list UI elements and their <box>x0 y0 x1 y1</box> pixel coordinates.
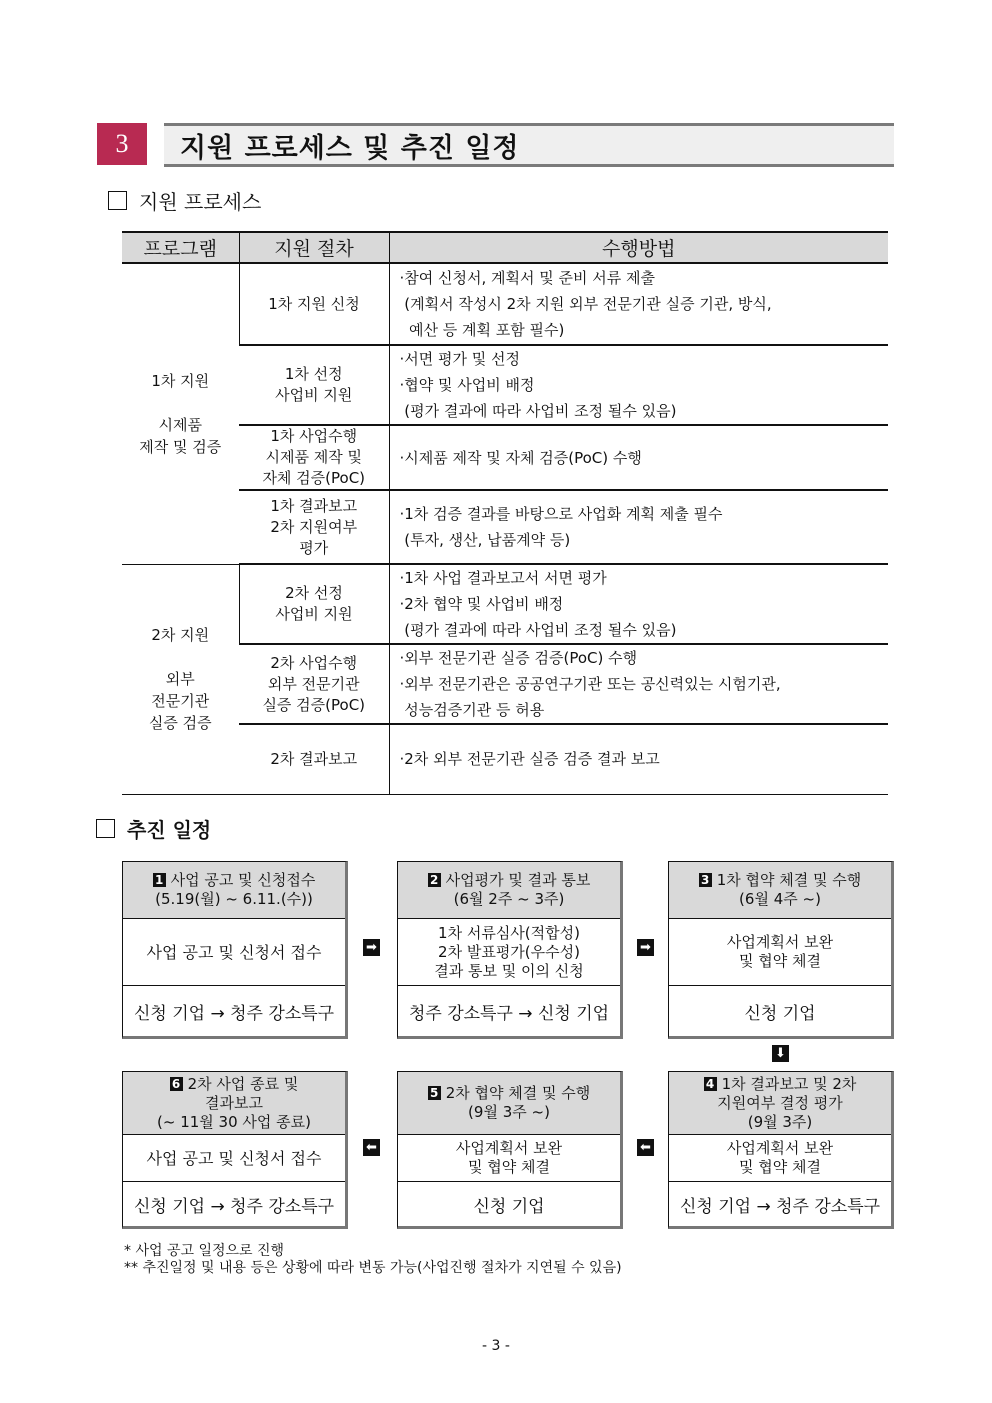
arrow-left-icon: ⬅ <box>637 1139 654 1156</box>
program-line <box>122 392 239 414</box>
checkbox-bullet-icon <box>108 191 127 210</box>
program-line: 2차 지원 <box>151 626 210 644</box>
program-line: 1차 지원 <box>151 371 210 390</box>
method-line: ·외부 전문기관 실증 검증(PoC) 수행 <box>399 649 638 667</box>
title-line: (~ 11월 30 사업 종료) <box>157 1112 311 1131</box>
schedule-step-flow: 신청 기업 → 청주 강소특구 <box>679 1196 881 1217</box>
method-line: (평가 결과에 따라 사업비 조정 될수 있음) <box>399 621 677 639</box>
arrow-right-icon: ➡ <box>363 939 380 956</box>
title-line <box>398 871 620 890</box>
method-cell <box>389 263 888 345</box>
step-line: 2차 선정 <box>285 584 343 602</box>
step-line: 평가 <box>299 538 329 557</box>
schedule-step-flow: 신청 기업 → 청주 강소특구 <box>133 1196 335 1217</box>
detail-line: 사업 공고 및 신청서 접수 <box>146 942 322 962</box>
method-line: (계획서 작성시 2차 지원 외부 전문기관 실증 기관, 방식, <box>399 295 772 313</box>
title-text: 2차 사업 종료 및 <box>187 1074 299 1093</box>
step-cell <box>239 345 389 425</box>
method-line: 예산 등 계획 포함 필수) <box>399 321 565 339</box>
schedule-step-2 <box>397 861 623 1039</box>
detail-line: 및 협약 체결 <box>739 1158 821 1176</box>
schedule-step-title <box>398 1072 620 1135</box>
step-number-badge: 5 <box>428 1086 441 1100</box>
method-cell <box>389 345 888 425</box>
title-text: 1차 협약 체결 및 수행 <box>716 871 862 889</box>
step-number-badge: 3 <box>699 873 712 887</box>
schedule-step-3 <box>668 861 894 1039</box>
title-line <box>669 871 891 890</box>
process-heading-text: 지원 프로세스 <box>139 190 262 214</box>
schedule-step-6 <box>122 1071 348 1229</box>
method-line: ·1차 검증 결과를 바탕으로 사업화 계획 제출 필수 <box>399 505 723 523</box>
step-cell <box>239 644 389 724</box>
schedule-step-detail <box>398 919 620 986</box>
schedule-step-5 <box>397 1071 623 1229</box>
title-line: (5.19(월) ~ 6.11.(수)) <box>155 890 313 908</box>
step-line: 자체 검증(PoC) <box>262 469 366 487</box>
column-header: 지원 절차 <box>239 232 389 263</box>
schedule-step-flow: 신청 기업 <box>473 1196 545 1217</box>
title-text: 사업 공고 및 신청접수 <box>170 871 316 889</box>
note-line: * 사업 공고 일정으로 진행 <box>124 1243 285 1259</box>
title-text: 2차 협약 체결 및 수행 <box>445 1084 591 1102</box>
schedule-step-detail <box>669 1135 891 1182</box>
schedule-step-detail <box>398 1135 620 1182</box>
program-line: 제작 및 검증 <box>139 437 222 456</box>
schedule-step-4 <box>668 1071 894 1229</box>
title-line: (6월 4주 ~) <box>739 890 821 908</box>
schedule-step-title <box>669 862 891 919</box>
section-title-bar <box>164 123 894 167</box>
method-line: 성능검증기관 등 허용 <box>399 701 545 719</box>
method-cell <box>389 644 888 724</box>
section-title: 지원 프로세스 및 추진 일정 <box>180 132 520 164</box>
method-cell <box>389 490 888 564</box>
detail-line: 및 협약 체결 <box>739 952 821 970</box>
method-line: ·2차 협약 및 사업비 배정 <box>399 595 564 613</box>
detail-line: 2차 발표평가(우수성) <box>438 942 580 961</box>
detail-line: 1차 서류심사(적합성) <box>438 923 580 942</box>
process-heading <box>108 186 261 215</box>
method-line: ·협약 및 사업비 배정 <box>399 376 535 394</box>
schedule-step-detail <box>123 1135 345 1182</box>
schedule-step-flow: 청주 강소특구 → 신청 기업 <box>408 1003 610 1024</box>
step-line: 2차 결과보고 <box>270 749 358 768</box>
method-line: ·2차 외부 전문기관 실증 검증 결과 보고 <box>399 750 660 769</box>
arrow-left-icon: ⬅ <box>363 1139 380 1156</box>
step-line: 1차 선정 <box>284 365 343 383</box>
method-cell <box>389 564 888 644</box>
step-line: 외부 전문기관 <box>267 674 360 693</box>
arrow-right-icon: ➡ <box>637 939 654 956</box>
title-line <box>669 1075 891 1094</box>
program-cell <box>122 564 239 794</box>
detail-line: 사업 공고 및 신청서 접수 <box>146 1148 322 1168</box>
step-number-badge: 1 <box>153 873 166 887</box>
program-line <box>122 646 239 668</box>
step-line: 2차 사업수행 <box>270 653 358 672</box>
title-line: (9월 3주 ~) <box>468 1103 550 1121</box>
step-number-badge: 4 <box>704 1077 717 1091</box>
step-line: 1차 지원 신청 <box>268 294 360 313</box>
method-line: (투자, 생산, 납품계약 등) <box>399 531 571 549</box>
step-line: 사업비 지원 <box>275 386 353 404</box>
title-line <box>123 871 345 890</box>
step-line: 시제품 제작 및 <box>265 448 362 466</box>
method-cell <box>389 724 888 794</box>
detail-line: 및 협약 체결 <box>468 1158 550 1176</box>
title-line: 결과보고 <box>205 1093 263 1112</box>
detail-line: 사업계획서 보완 <box>726 1139 834 1157</box>
column-header: 수행방법 <box>389 232 888 263</box>
title-line: (9월 3주) <box>747 1112 813 1131</box>
title-line: 지원여부 결정 평가 <box>717 1093 843 1112</box>
title-line: (6월 2주 ~ 3주) <box>453 890 565 908</box>
program-line: 시제품 <box>158 415 202 434</box>
schedule-step-title <box>398 862 620 919</box>
detail-line: 결과 통보 및 이의 신청 <box>434 961 584 980</box>
step-number-badge: 6 <box>170 1077 183 1091</box>
schedule-step-detail <box>669 919 891 986</box>
step-cell <box>239 564 389 644</box>
schedule-step-title <box>123 1072 345 1135</box>
program-cell <box>122 263 239 564</box>
step-line: 2차 지원여부 <box>270 517 358 536</box>
program-line: 전문기관 <box>151 692 210 710</box>
checkbox-bullet-icon <box>96 819 115 838</box>
schedule-heading <box>96 814 211 843</box>
process-table <box>122 231 888 795</box>
arrow-down-icon: ⬇ <box>772 1045 789 1062</box>
title-line <box>398 1084 620 1103</box>
column-header: 프로그램 <box>122 232 239 263</box>
step-cell <box>239 263 389 345</box>
note-line: ** 추진일정 및 내용 등은 상황에 따라 변동 가능(사업진행 절차가 지연될 수 있음) <box>124 1260 622 1276</box>
schedule-step-title <box>669 1072 891 1135</box>
schedule-step-flow: 신청 기업 → 청주 강소특구 <box>133 1003 335 1024</box>
method-line: ·참여 신청서, 계획서 및 준비 서류 제출 <box>399 269 655 287</box>
step-line: 실증 검증(PoC) <box>262 695 366 714</box>
detail-line: 사업계획서 보완 <box>726 933 834 951</box>
title-text: 사업평가 및 결과 통보 <box>445 871 591 889</box>
method-line: (평가 결과에 따라 사업비 조정 될수 있음) <box>399 402 677 420</box>
title-line <box>123 1075 345 1094</box>
step-line: 1차 사업수행 <box>270 427 358 445</box>
program-line: 실증 검증 <box>148 714 212 732</box>
step-number-badge: 2 <box>428 873 441 887</box>
notes <box>124 1243 622 1277</box>
step-cell <box>239 490 389 564</box>
section-number: 3 <box>97 123 147 165</box>
step-cell <box>239 425 389 490</box>
step-line: 사업비 지원 <box>275 605 353 623</box>
program-line: 외부 <box>165 670 195 688</box>
method-line: ·외부 전문기관은 공공연구기관 또는 공신력있는 시험기관, <box>399 675 781 693</box>
step-cell <box>239 724 389 794</box>
method-line: ·1차 사업 결과보고서 서면 평가 <box>399 569 607 587</box>
table-row <box>122 564 888 644</box>
table-row <box>122 263 888 345</box>
title-text: 1차 결과보고 및 2차 <box>721 1074 857 1093</box>
schedule-step-flow: 신청 기업 <box>744 1003 816 1024</box>
method-line: ·시제품 제작 및 자체 검증(PoC) 수행 <box>399 448 642 467</box>
step-line: 1차 결과보고 <box>270 496 358 515</box>
method-cell <box>389 425 888 490</box>
page-number: - 3 - <box>482 1338 510 1354</box>
schedule-step-detail <box>123 919 345 986</box>
schedule-heading-text: 추진 일정 <box>127 818 212 842</box>
schedule-step-title <box>123 862 345 919</box>
table-header-row <box>122 232 888 263</box>
detail-line: 사업계획서 보완 <box>455 1139 563 1157</box>
method-line: ·서면 평가 및 선정 <box>399 350 521 368</box>
schedule-step-1 <box>122 861 348 1039</box>
